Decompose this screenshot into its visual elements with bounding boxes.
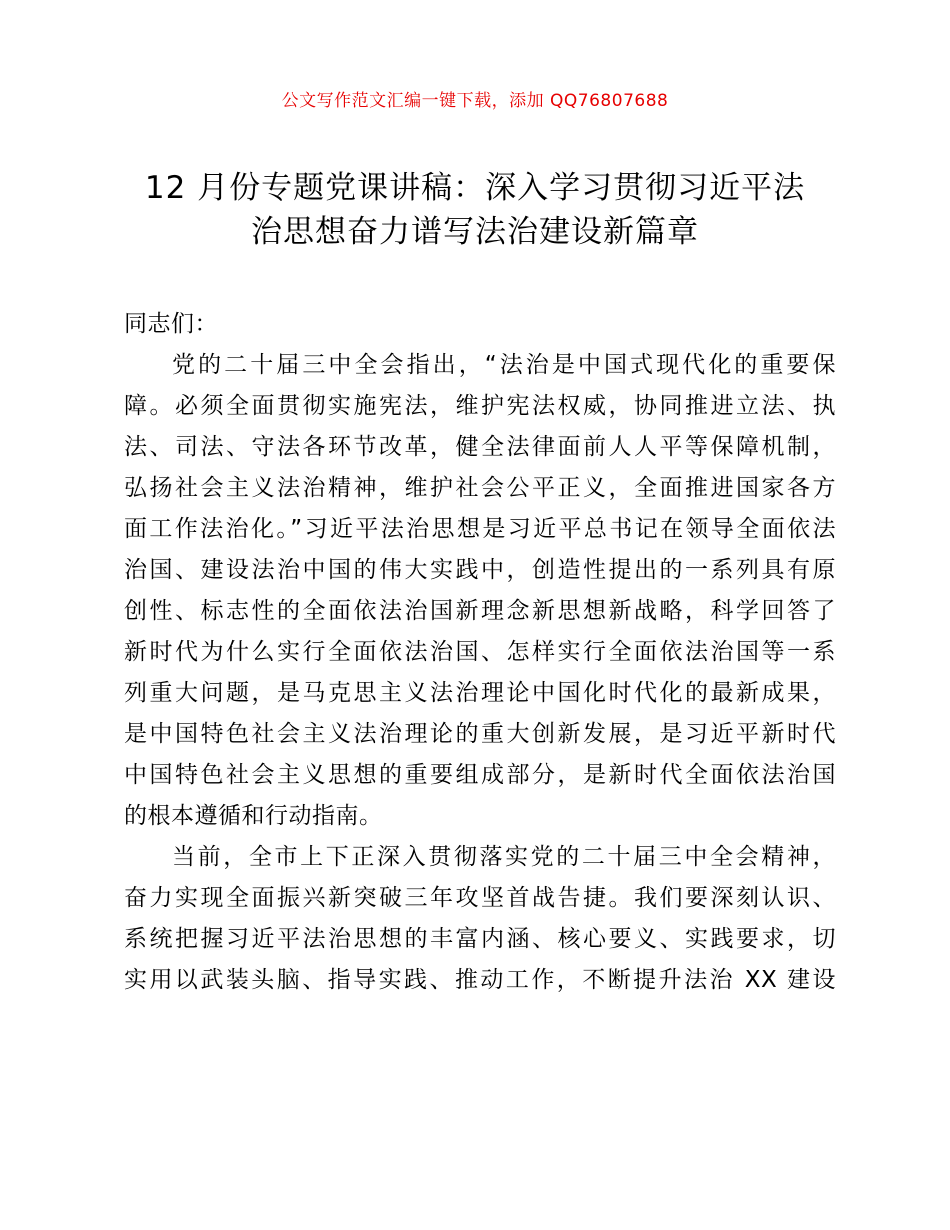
paragraph-1-line: 法、司法、守法各环节改革，健全法律面前人人平等保障机制，: [124, 434, 836, 460]
paragraph-1-line: 中国特色社会主义思想的重要组成部分，是新时代全面依法治国: [124, 762, 836, 788]
paragraph-1-line: 的根本遵循和行动指南。: [124, 803, 383, 829]
paragraph-1-line: 障。必须全面贯彻实施宪法，维护宪法权威，协同推进立法、执: [124, 393, 836, 419]
paragraph-1-line: 列重大问题，是马克思主义法治理论中国化时代化的最新成果，: [124, 680, 836, 706]
paragraph-1-line: 面工作法治化。”习近平法治思想是习近平总书记在领导全面依法: [124, 516, 836, 542]
paragraph-1-line: 创性、标志性的全面依法治国新理念新思想新战略，科学回答了: [124, 598, 836, 624]
paragraph-1-line: 弘扬社会主义法治精神，维护社会公平正义，全面推进国家各方: [124, 475, 836, 501]
paragraph-2-line: 当前，全市上下正深入贯彻落实党的二十届三中全会精神，: [172, 844, 836, 870]
paragraph-2-line: 系统把握习近平法治思想的丰富内涵、核心要义、实践要求，切: [124, 926, 836, 952]
salutation: 同志们：: [124, 311, 218, 337]
paragraph-1-line: 治国、建设法治中国的伟大实践中，创造性提出的一系列具有原: [124, 557, 836, 583]
download-banner: 公文写作范文汇编一键下载，添加 QQ76807688: [281, 91, 669, 111]
title-line: 12 月份专题党课讲稿：深入学习贯彻习近平法: [144, 170, 806, 206]
paragraph-2-line: 实用以武装头脑、指导实践、推动工作，不断提升法治 XX 建设: [124, 967, 836, 993]
paragraph-1-line: 新时代为什么实行全面依法治国、怎样实行全面依法治国等一系: [124, 639, 836, 665]
paragraph-2-line: 奋力实现全面振兴新突破三年攻坚首战告捷。我们要深刻认识、: [124, 885, 836, 911]
title-line: 治思想奋力谱写法治建设新篇章: [251, 214, 699, 250]
document-body: [124, 304, 836, 1001]
paragraph-1-line: 是中国特色社会主义法治理论的重大创新发展，是习近平新时代: [124, 721, 836, 747]
paragraph-1-line: 党的二十届三中全会指出，“法治是中国式现代化的重要保: [172, 352, 836, 378]
document-title: [110, 166, 840, 254]
